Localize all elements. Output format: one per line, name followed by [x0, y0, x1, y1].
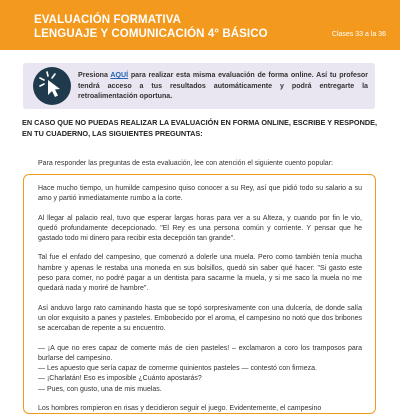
online-evaluation-link[interactable]: AQUÍ: [110, 71, 129, 79]
intro-text: Para responder las preguntas de esta evaluación, lee con atención el siguiente cuento popular:: [38, 160, 333, 167]
dialogue-line: — ¡A que no eres capaz de comerte más de cien pasteles! – exclamaron a coro los tramposos para burlarse del campesino.: [38, 344, 362, 362]
header-title: EVALUACIÓN FORMATIVA: [34, 14, 182, 26]
instructions-heading: EN CASO QUE NO PUEDAS REALIZAR LA EVALUACIÓN EN FORMA ONLINE, ESCRIBE Y RESPONDE, EN TU CUADERNO, LAS SIGUIENTES PREGUNTAS:: [22, 118, 378, 138]
dialogue-line: — Pues, con gusto, una de mis muelas.: [38, 385, 162, 393]
dialogue-line: — ¡Charlatán! Eso es imposible ¿Cuánto apostarás?: [38, 375, 202, 383]
classes-label: Clases 33 a la 36: [331, 31, 386, 38]
story-paragraph: Los hombres rompieron en risas y decidieron seguir el juego. Evidentemente, el campesino: [38, 405, 322, 413]
story-paragraph: Hace mucho tiempo, un humilde campesino quiso conocer a su Rey, así que pidió todo su salario a su amo y partió inmediatamente rumbo a la corte.: [38, 185, 362, 203]
story-paragraph: Al llegar al palacio real, tuvo que esperar largas horas para ver a su Alteza, y cuando por fin le vio, quedó profundamente decepcionado. "El Rey es una persona común y corriente. Y pensar que he gastado todo mi dinero para recibir esta decepción tan grande".: [38, 214, 362, 243]
page-header: [0, 0, 400, 50]
story-box: [23, 174, 376, 414]
online-callout: [23, 63, 375, 109]
callout-text: Presiona AQUÍ para realizar esta misma evaluación de forma online. Así tu profesor tendrá acceso a tus resultados automáticamente y podrá entregarte la retroalimentación oportuna.: [78, 71, 368, 101]
header-subtitle: LENGUAJE Y COMUNICACIÓN 4° BÁSICO: [34, 28, 268, 40]
dialogue-line: — Les apuesto que sería capaz de comerme quinientos pasteles — contestó con firmeza.: [38, 365, 317, 373]
story-paragraph: Así anduvo largo rato caminando hasta que se topó sorpresivamente con una dulcería, de donde salía un olor exquisito a panes y pasteles. Embobecido por el aroma, el campesino no notó que dos bribones se acercaban de repente a su encuentro.: [38, 304, 362, 333]
cursor-click-icon: [33, 67, 71, 105]
story-paragraph: Tal fue el enfado del campesino, que comenzó a dolerle una muela. Pero como también tenía mucha hambre y apenas le restaba una moneda en sus bolsillos, quedó sin saber qué hacer: "Si gasto este peso para comer, no podré pagar a un dentista para sacarme la muela, y si me saco la muela no me quedará nada y moriré de hambre".: [38, 254, 362, 293]
